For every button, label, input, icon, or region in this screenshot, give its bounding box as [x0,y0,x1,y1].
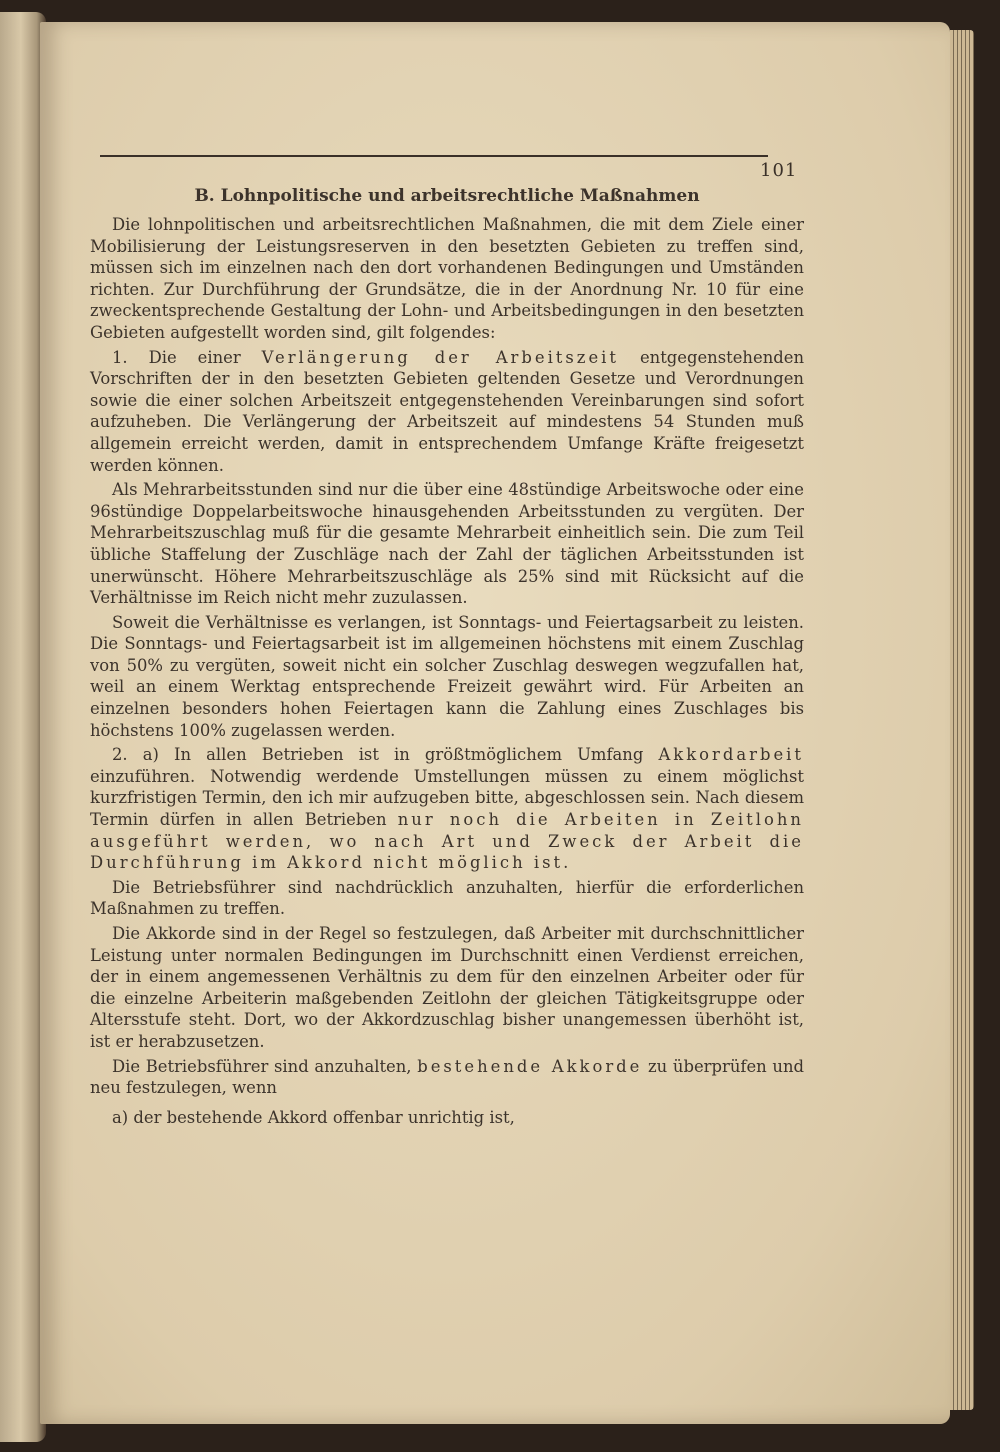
piece-rates-paragraph: Die Akkorde sind in der Regel so festzulegen, daß Arbeiter mit durchschnittlicher Leistung unter normalen Bedingungen im Durchschnitt einen Verdienst erreichen, der in einem angemessenen Verhältnis zu dem für den einzelnen Arbeiter oder für die einzelne Arbeiterin maßgebenden Zeitlohn der gleichen Tätigkeitsgruppe oder Altersstufe steht. Dort, wo der Akkordzuschlag bisher unangemessen überhöht ist, ist er herabzusetzen. [90,924,804,1051]
book-page [40,22,950,1424]
item-2-paragraph [90,744,804,874]
managers-paragraph: Die Betriebsführer sind nachdrücklich anzuhalten, hierfür die erforderlichen Maßnahmen zu treffen. [90,877,804,919]
page-number: 101 [760,160,798,181]
item-2-prefix: 2. a) In allen Betrieben ist in größtmöglichem Umfang [112,745,659,765]
review-suffix: zu überprüfen und neu festzulegen, wenn [90,1056,804,1098]
item-1-spaced-term: Verlängerung der Arbeitszeit [261,347,619,367]
list-item-a: a) der bestehende Akkord offenbar unrichtig ist, [112,1107,515,1127]
item-1-prefix: 1. Die einer [112,347,262,367]
section-heading: B. Lohnpolitische und arbeitsrechtliche Maßnahmen [194,186,700,206]
overtime-paragraph: Als Mehrarbeitsstunden sind nur die über eine 48stündige Arbeitswoche oder eine 96stündige Doppelarbeitswoche hinausgehenden Arbeitsstunden zu vergüten. Der Mehrarbeitszuschlag muß für die gesamte Mehrarbeit einheitlich sein. Die zum Teil übliche Staffelung der Zuschläge nach der Zahl der täglichen Arbeitsstunden ist unerwünscht. Höhere Mehrarbeitszuschläge als 25% sind mit Rücksicht auf die Verhältnisse im Reich nicht mehr zuzulassen. [90,480,804,608]
item-1-paragraph [90,347,804,477]
item-2-spaced-term: Akkordarbeit [658,745,804,765]
page-edge-stack [950,30,974,1410]
review-prefix: Die Betriebsführer sind anzuhalten, [112,1056,418,1076]
page-content [90,184,804,1131]
item-2-spaced-clause: nur noch die Arbeiten in Zeitlohn ausgeführt werden, wo nach Art und Zweck der Arbeit die Durchführung im Akkord nicht möglich ist. [90,810,804,873]
header-rule [100,155,768,157]
item-1-suffix: entgegenstehenden Vorschriften der in den besetzten Gebieten geltenden Gesetze und Verordnungen sowie die einer solchen Arbeitszeit entgegenstehenden Vereinbarungen sind sofort aufzuheben. Die Verlängerung der Arbeitszeit auf mindestens 54 Stunden muß allgemein erreicht werden, damit in entsprechendem Umfange Kräfte freigesetzt werden können. [90,347,804,475]
intro-paragraph: Die lohnpolitischen und arbeitsrechtlichen Maßnahmen, die mit dem Ziele einer Mobilisierung der Leistungsreserven in den besetzten Gebieten zu treffen sind, müssen sich im einzelnen nach den dort vorhandenen Bedingungen und Umständen richten. Zur Durchführung der Grundsätze, die in der Anordnung Nr. 10 für eine zweckentsprechende Gestaltung der Lohn- und Arbeitsbedingungen in den besetzten Gebieten aufgestellt worden sind, gilt folgendes: [90,215,804,342]
sunday-work-paragraph: Soweit die Verhältnisse es verlangen, ist Sonntags- und Feiertagsarbeit zu leisten. Die Sonntags- und Feiertagsarbeit ist im allgemeinen höchstens mit einem Zuschlag von 50% zu vergüten, soweit nicht ein solcher Zuschlag deswegen wegzufallen hat, weil an einem Werktag entsprechende Freizeit gewährt wird. Für Arbeiten an einzelnen besonders hohen Feiertagen kann die Zahlung eines Zuschlages bis höchstens 100% zugelassen werden. [90,612,804,740]
item-2-middle: einzuführen. Notwendig werdende Umstellungen müssen zu einem möglichst kurzfristigen Termin, den ich mir aufzugeben bitte, abgeschlossen sein. Nach diesem Termin dürfen in allen Betrieben [90,766,804,830]
review-paragraph [90,1056,804,1099]
review-spaced-term: bestehende Akkorde [417,1056,643,1076]
